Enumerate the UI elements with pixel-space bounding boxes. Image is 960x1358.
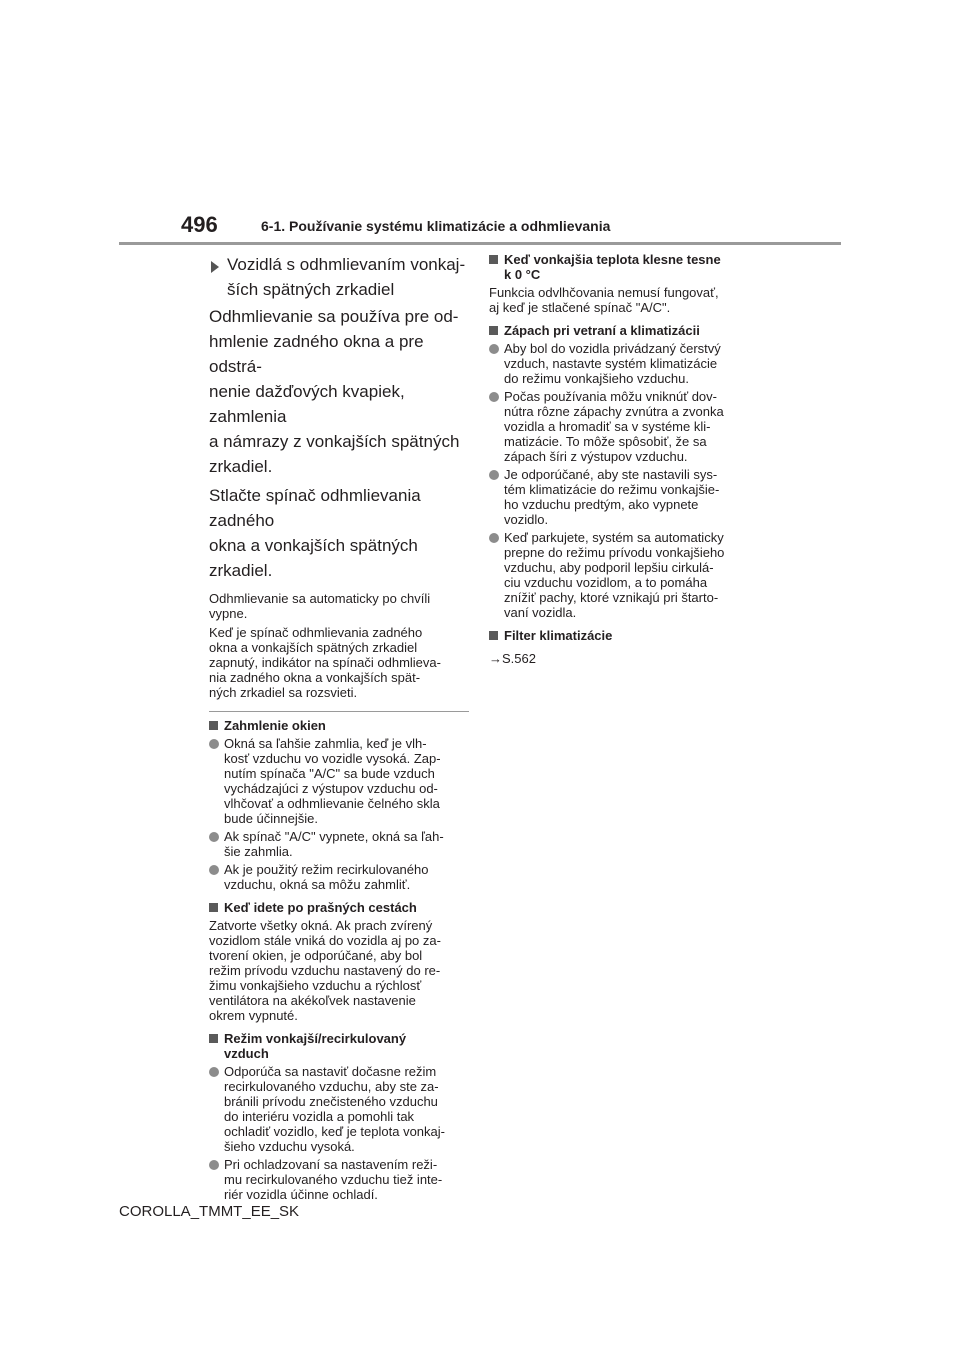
note-auto-off: Odhmlievanie sa automaticky po chvíli vypne. (209, 591, 431, 621)
square-bullet-icon (209, 903, 218, 912)
running-title: 6-1. Používanie systému klimatizácie a odhmlievania (261, 218, 611, 234)
list-item: Ak je použitý režim recirkulovaného vzduchu, okná sa môžu zahmliť. (209, 862, 469, 892)
round-bullet-icon (209, 1067, 219, 1077)
subsection-title: Režim vonkajší/recirkulovaný vzduch (209, 1031, 469, 1061)
note-indicator: Keď je spínač odhmlievania zadného okna a vonkajších spätných zrkadiel zapnutý, indikátor na spínači odhmlieva- nia zadného okna a vonkajších spät- ných zrkadiel sa rozsvieti. (209, 625, 441, 700)
list-item: Keď parkujete, systém sa automaticky prepne do režimu prívodu vonkajšieho vzduchu, aby podporil lepšiu cirkulá- ciu vzduchu vozidlom, a to pomáha znížiť pachy, ktoré vznikajú pri štarto- vaní vozidla. (489, 530, 751, 620)
page-reference-link[interactable]: →S.562 (489, 651, 536, 666)
round-bullet-icon (489, 392, 499, 402)
header-rule (119, 242, 841, 245)
list-item: Pri ochladzovaní sa nastavením reži- mu recirkulovaného vzduchu tiež inte- riér vozidla účinne ochladí. (209, 1157, 469, 1202)
page-header (0, 0, 960, 260)
section-divider (209, 711, 469, 712)
subsection-title: Filter klimatizácie (489, 628, 751, 643)
list-item: Aby bol do vozidla privádzaný čerstvý vzduch, nastavte systém klimatizácie do režimu vonkajšieho vzduchu. (489, 341, 751, 386)
square-bullet-icon (209, 721, 218, 730)
square-bullet-icon (489, 631, 498, 640)
intro-paragraph: Odhmlievanie sa používa pre od- hmlenie zadného okna a pre odstrá- nenie dažďových kvapiek, zahmlenia a námrazy z vonkajších spätných zrkadiel. (209, 307, 460, 476)
square-bullet-icon (489, 255, 498, 264)
square-bullet-icon (489, 326, 498, 335)
document-code: COROLLA_TMMT_EE_SK (119, 1203, 300, 1220)
round-bullet-icon (209, 865, 219, 875)
round-bullet-icon (209, 1160, 219, 1170)
page-number: 496 (181, 212, 218, 237)
round-bullet-icon (209, 832, 219, 842)
triangle-bullet-icon (211, 261, 219, 273)
instruction-paragraph: Stlačte spínač odhmlievania zadného okna a vonkajších spätných zrkadiel. (209, 486, 421, 580)
body-text: Funkcia odvlhčovania nemusí fungovať, aj keď je stlačené spínač "A/C". (489, 285, 719, 315)
body-text: Zatvorte všetky okná. Ak prach zvírený vozidlom stále vniká do vozidla aj po za- tvorení okien, je odporúčané, aby bol režim prívodu vzduchu nastavený do re- žimu vonkajšieho vzduchu a rýchlosť ventilátora na akékoľvek nastavenie okrem vypnuté. (209, 918, 441, 1023)
list-item: Okná sa ľahšie zahmlia, keď je vlh- kosť vzduchu vo vozidle vysoká. Zap- nutím spínača "A/C" sa bude vzduch vychádzajúci z výstupov vzduchu od- vlhčovať a odhmlievanie čelného skla bude účinnejšie. (209, 736, 469, 826)
right-column (489, 252, 751, 666)
subsection-title: Zápach pri vetraní a klimatizácii (489, 323, 751, 338)
square-bullet-icon (209, 1034, 218, 1043)
list-item: Je odporúčané, aby ste nastavili sys- tém klimatizácie do režimu vonkajšie- ho vzduchu predtým, ako vypnete vozidlo. (489, 467, 751, 527)
subsection-title: Keď vonkajšia teplota klesne tesne k 0 °C (489, 252, 751, 282)
subsection-title: Keď idete po prašných cestách (209, 900, 469, 915)
section-heading (209, 252, 469, 302)
list-item: Počas používania môžu vniknúť dov- nútra rôzne zápachy zvnútra a zvonka vozidla a hromadiť sa v systéme kli- matizácie. To môže spôsobiť, že sa zápach šíri z výstupov vzduchu. (489, 389, 751, 464)
round-bullet-icon (209, 739, 219, 749)
round-bullet-icon (489, 344, 499, 354)
round-bullet-icon (489, 533, 499, 543)
round-bullet-icon (489, 470, 499, 480)
left-column (209, 252, 469, 1202)
section-heading-text: Vozidlá s odhmlievaním vonkaj- ších spätných zrkadiel (227, 255, 466, 299)
subsection-title: Zahmlenie okien (209, 718, 469, 733)
list-item: Ak spínač "A/C" vypnete, okná sa ľah- šie zahmlia. (209, 829, 469, 859)
list-item: Odporúča sa nastaviť dočasne režim recirkulovaného vzduchu, aby ste za- bránili prívodu znečisteného vzduchu do interiéru vozidla a pomohli tak ochladiť vozidlo, keď je teplota vonkaj- šieho vzduchu vysoká. (209, 1064, 469, 1154)
